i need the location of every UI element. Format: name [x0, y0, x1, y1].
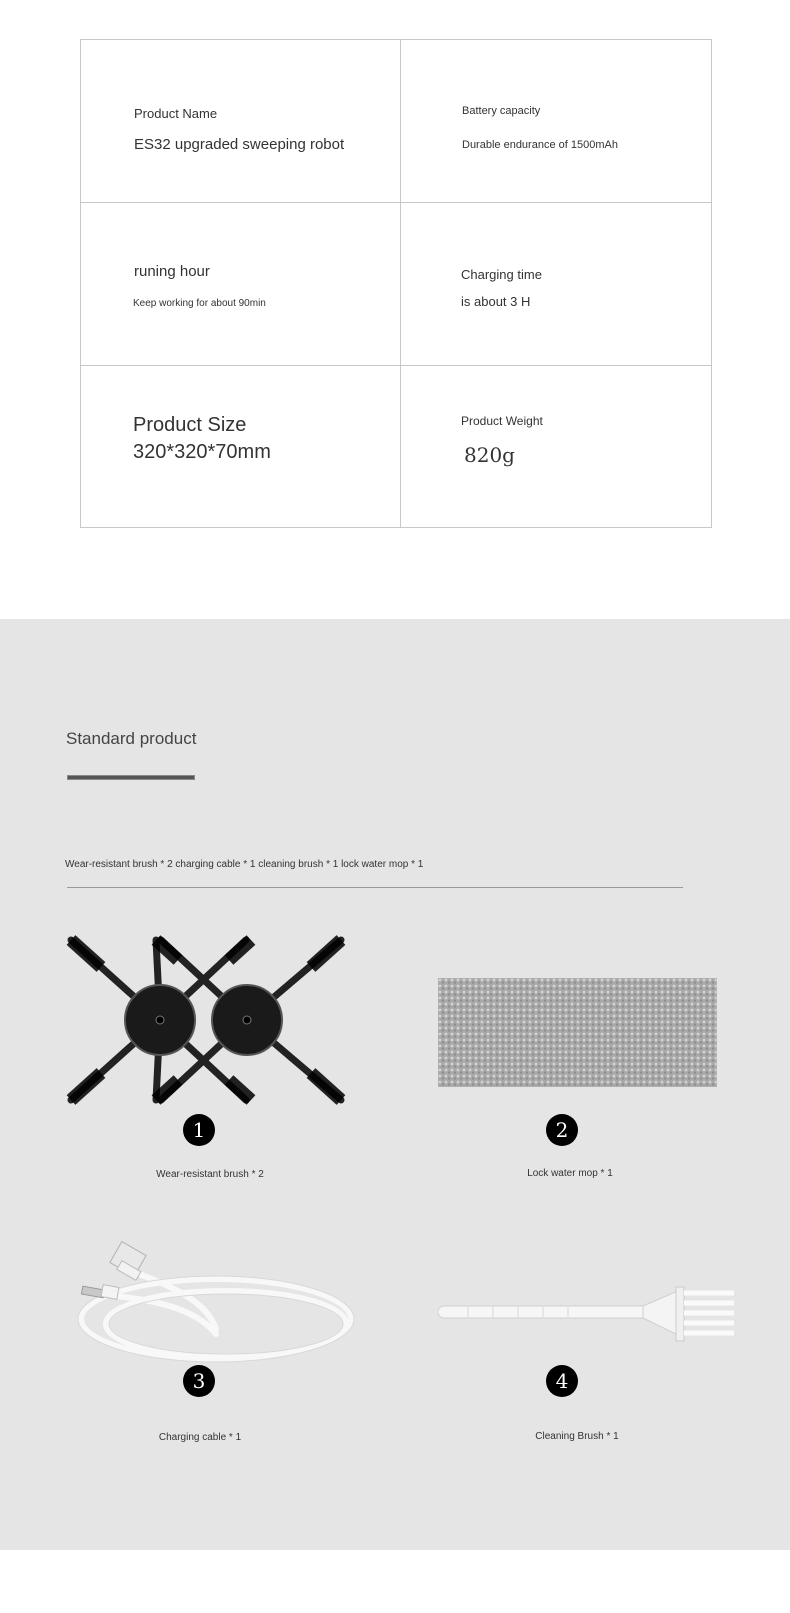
- charging-time-label: Charging time: [461, 267, 542, 282]
- mop-pad-icon: [438, 978, 717, 1087]
- section-divider: [67, 887, 683, 888]
- item-caption-4: Cleaning Brush * 1: [535, 1431, 619, 1442]
- table-divider-row1: [81, 202, 711, 203]
- package-list: Wear-resistant brush * 2 charging cable * 1 cleaning brush * 1 lock water mop * 1: [65, 859, 424, 870]
- battery-value: Durable endurance of 1500mAh: [462, 139, 618, 151]
- product-size-value: 320*320*70mm: [133, 441, 271, 463]
- item-number-1: 1: [183, 1114, 215, 1146]
- item-caption-1: Wear-resistant brush * 2: [156, 1169, 264, 1180]
- cleaning-brush-icon: [438, 1283, 738, 1345]
- product-name-label: Product Name: [134, 106, 218, 121]
- table-divider-vertical: [400, 40, 401, 527]
- running-hour-label: runing hour: [134, 263, 210, 280]
- item-caption-3: Charging cable * 1: [158, 1432, 242, 1443]
- product-weight-value: 820g: [464, 443, 515, 467]
- usb-cable-icon: [76, 1239, 356, 1384]
- product-name-value: ES32 upgraded sweeping robot: [134, 136, 345, 153]
- table-divider-row2: [81, 365, 711, 366]
- section-title-underline: [67, 775, 195, 780]
- product-weight-label: Product Weight: [461, 414, 543, 428]
- item-caption-2: Lock water mop * 1: [527, 1168, 613, 1179]
- item-number-2: 2: [546, 1114, 578, 1146]
- charging-time-value: is about 3 H: [461, 294, 531, 309]
- section-title: Standard product: [66, 729, 197, 748]
- running-hour-value: Keep working for about 90min: [133, 298, 266, 309]
- product-size-label: Product Size: [133, 414, 247, 436]
- standard-product-section: [0, 619, 790, 1550]
- spec-table: [80, 39, 712, 528]
- item-number-4: 4: [546, 1365, 578, 1397]
- battery-label: Battery capacity: [462, 105, 541, 117]
- item-number-3: 3: [183, 1365, 215, 1397]
- side-brush-icon: [66, 935, 348, 1105]
